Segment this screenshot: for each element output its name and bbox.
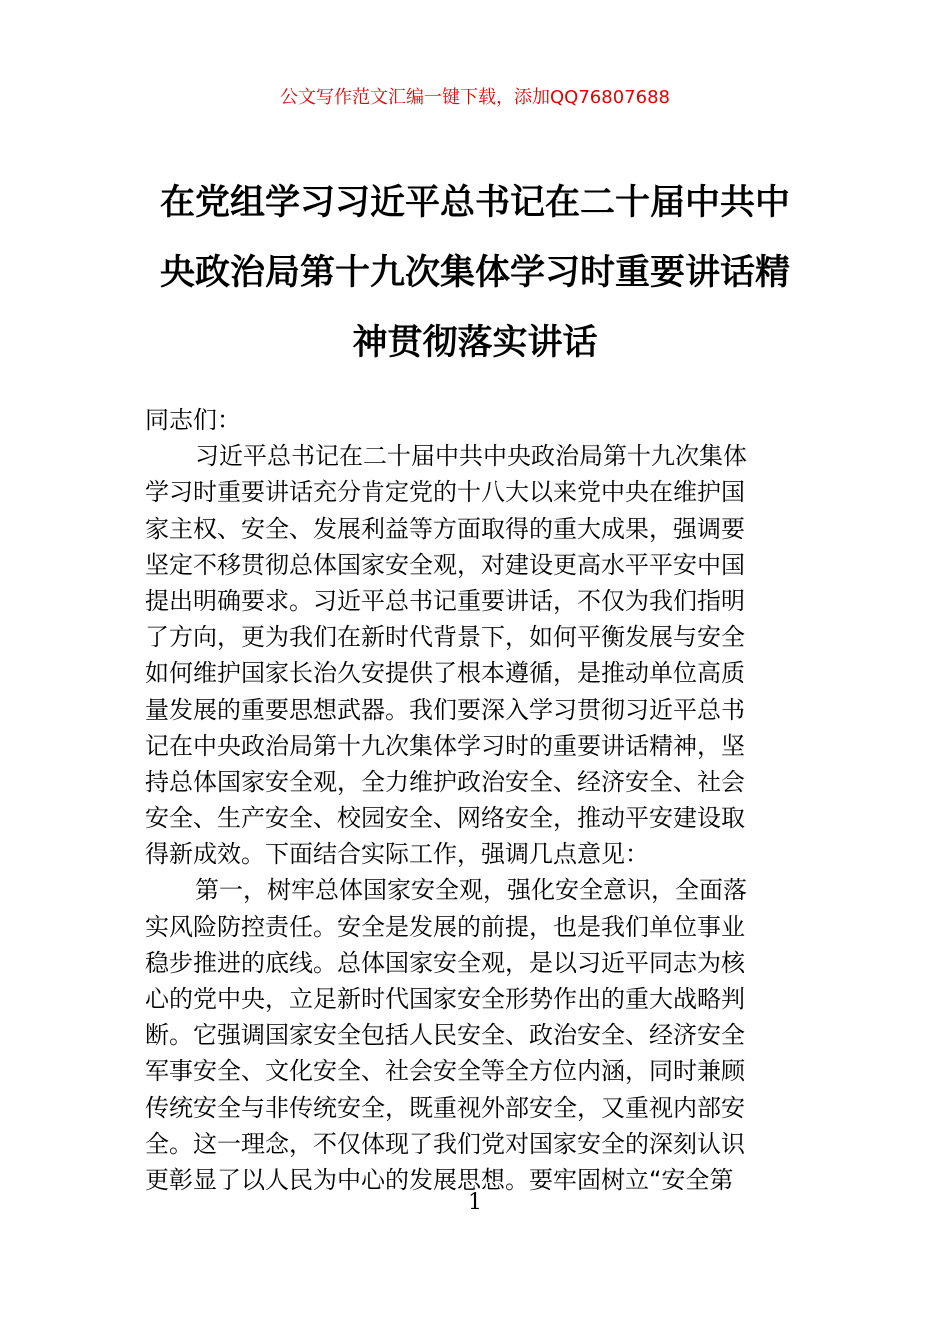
body-line: 第一，树牢总体国家安全观，强化安全意识，全面落 xyxy=(195,876,747,905)
body-line: 提出明确要求。习近平总书记重要讲话，不仅为我们指明 xyxy=(145,586,745,615)
document-title xyxy=(100,168,850,378)
body-line: 学习时重要讲话充分肯定党的十八大以来党中央在维护国 xyxy=(145,478,745,507)
body-line: 得新成效。下面结合实际工作，强调几点意见： xyxy=(145,840,649,869)
document-body xyxy=(145,402,810,1198)
title-line-2: 央政治局第十九次集体学习时重要讲话精 xyxy=(159,253,790,293)
body-line: 安全、生产安全、校园安全、网络安全，推动平安建设取 xyxy=(145,804,745,833)
body-line: 量发展的重要思想武器。我们要深入学习贯彻习近平总书 xyxy=(145,695,745,724)
body-line: 全。这一理念，不仅体现了我们党对国家安全的深刻认识 xyxy=(145,1129,745,1158)
body-line: 心的党中央，立足新时代国家安全形势作出的重大战略判 xyxy=(145,985,745,1013)
title-line-1: 在党组学习习近平总书记在二十届中共中 xyxy=(159,183,790,223)
body-line: 如何维护国家长治久安提供了根本遵循，是推动单位高质 xyxy=(145,659,745,688)
body-line: 家主权、安全、发展利益等方面取得的重大成果，强调要 xyxy=(145,514,745,543)
body-line: 稳步推进的底线。总体国家安全观，是以习近平同志为核 xyxy=(145,948,745,977)
body-line: 实风险防控责任。安全是发展的前提，也是我们单位事业 xyxy=(145,912,745,941)
body-line: 了方向，更为我们在新时代背景下，如何平衡发展与安全 xyxy=(145,623,745,652)
page-number: 1 xyxy=(468,1190,482,1215)
salutation: 同志们： xyxy=(145,406,241,434)
body-line: 传统安全与非传统安全，既重视外部安全，又重视内部安 xyxy=(145,1093,745,1122)
body-line: 持总体国家安全观，全力维护政治安全、经济安全、社会 xyxy=(145,767,745,796)
body-line: 习近平总书记在二十届中共中央政治局第十九次集体 xyxy=(195,442,747,471)
download-promo-note: 公文写作范文汇编一键下载，添加QQ76807688 xyxy=(280,87,670,108)
body-line: 记在中央政治局第十九次集体学习时的重要讲话精神，坚 xyxy=(145,731,745,760)
body-line: 坚定不移贯彻总体国家安全观，对建设更高水平平安中国 xyxy=(145,550,745,579)
body-line: 更彰显了以人民为中心的发展思想。要牢固树立“安全第 xyxy=(145,1165,734,1194)
body-line: 军事安全、文化安全、社会安全等全方位内涵，同时兼顾 xyxy=(145,1057,745,1086)
title-line-3: 神贯彻落实讲话 xyxy=(352,323,598,363)
body-line: 断。它强调国家安全包括人民安全、政治安全、经济安全 xyxy=(145,1021,745,1050)
